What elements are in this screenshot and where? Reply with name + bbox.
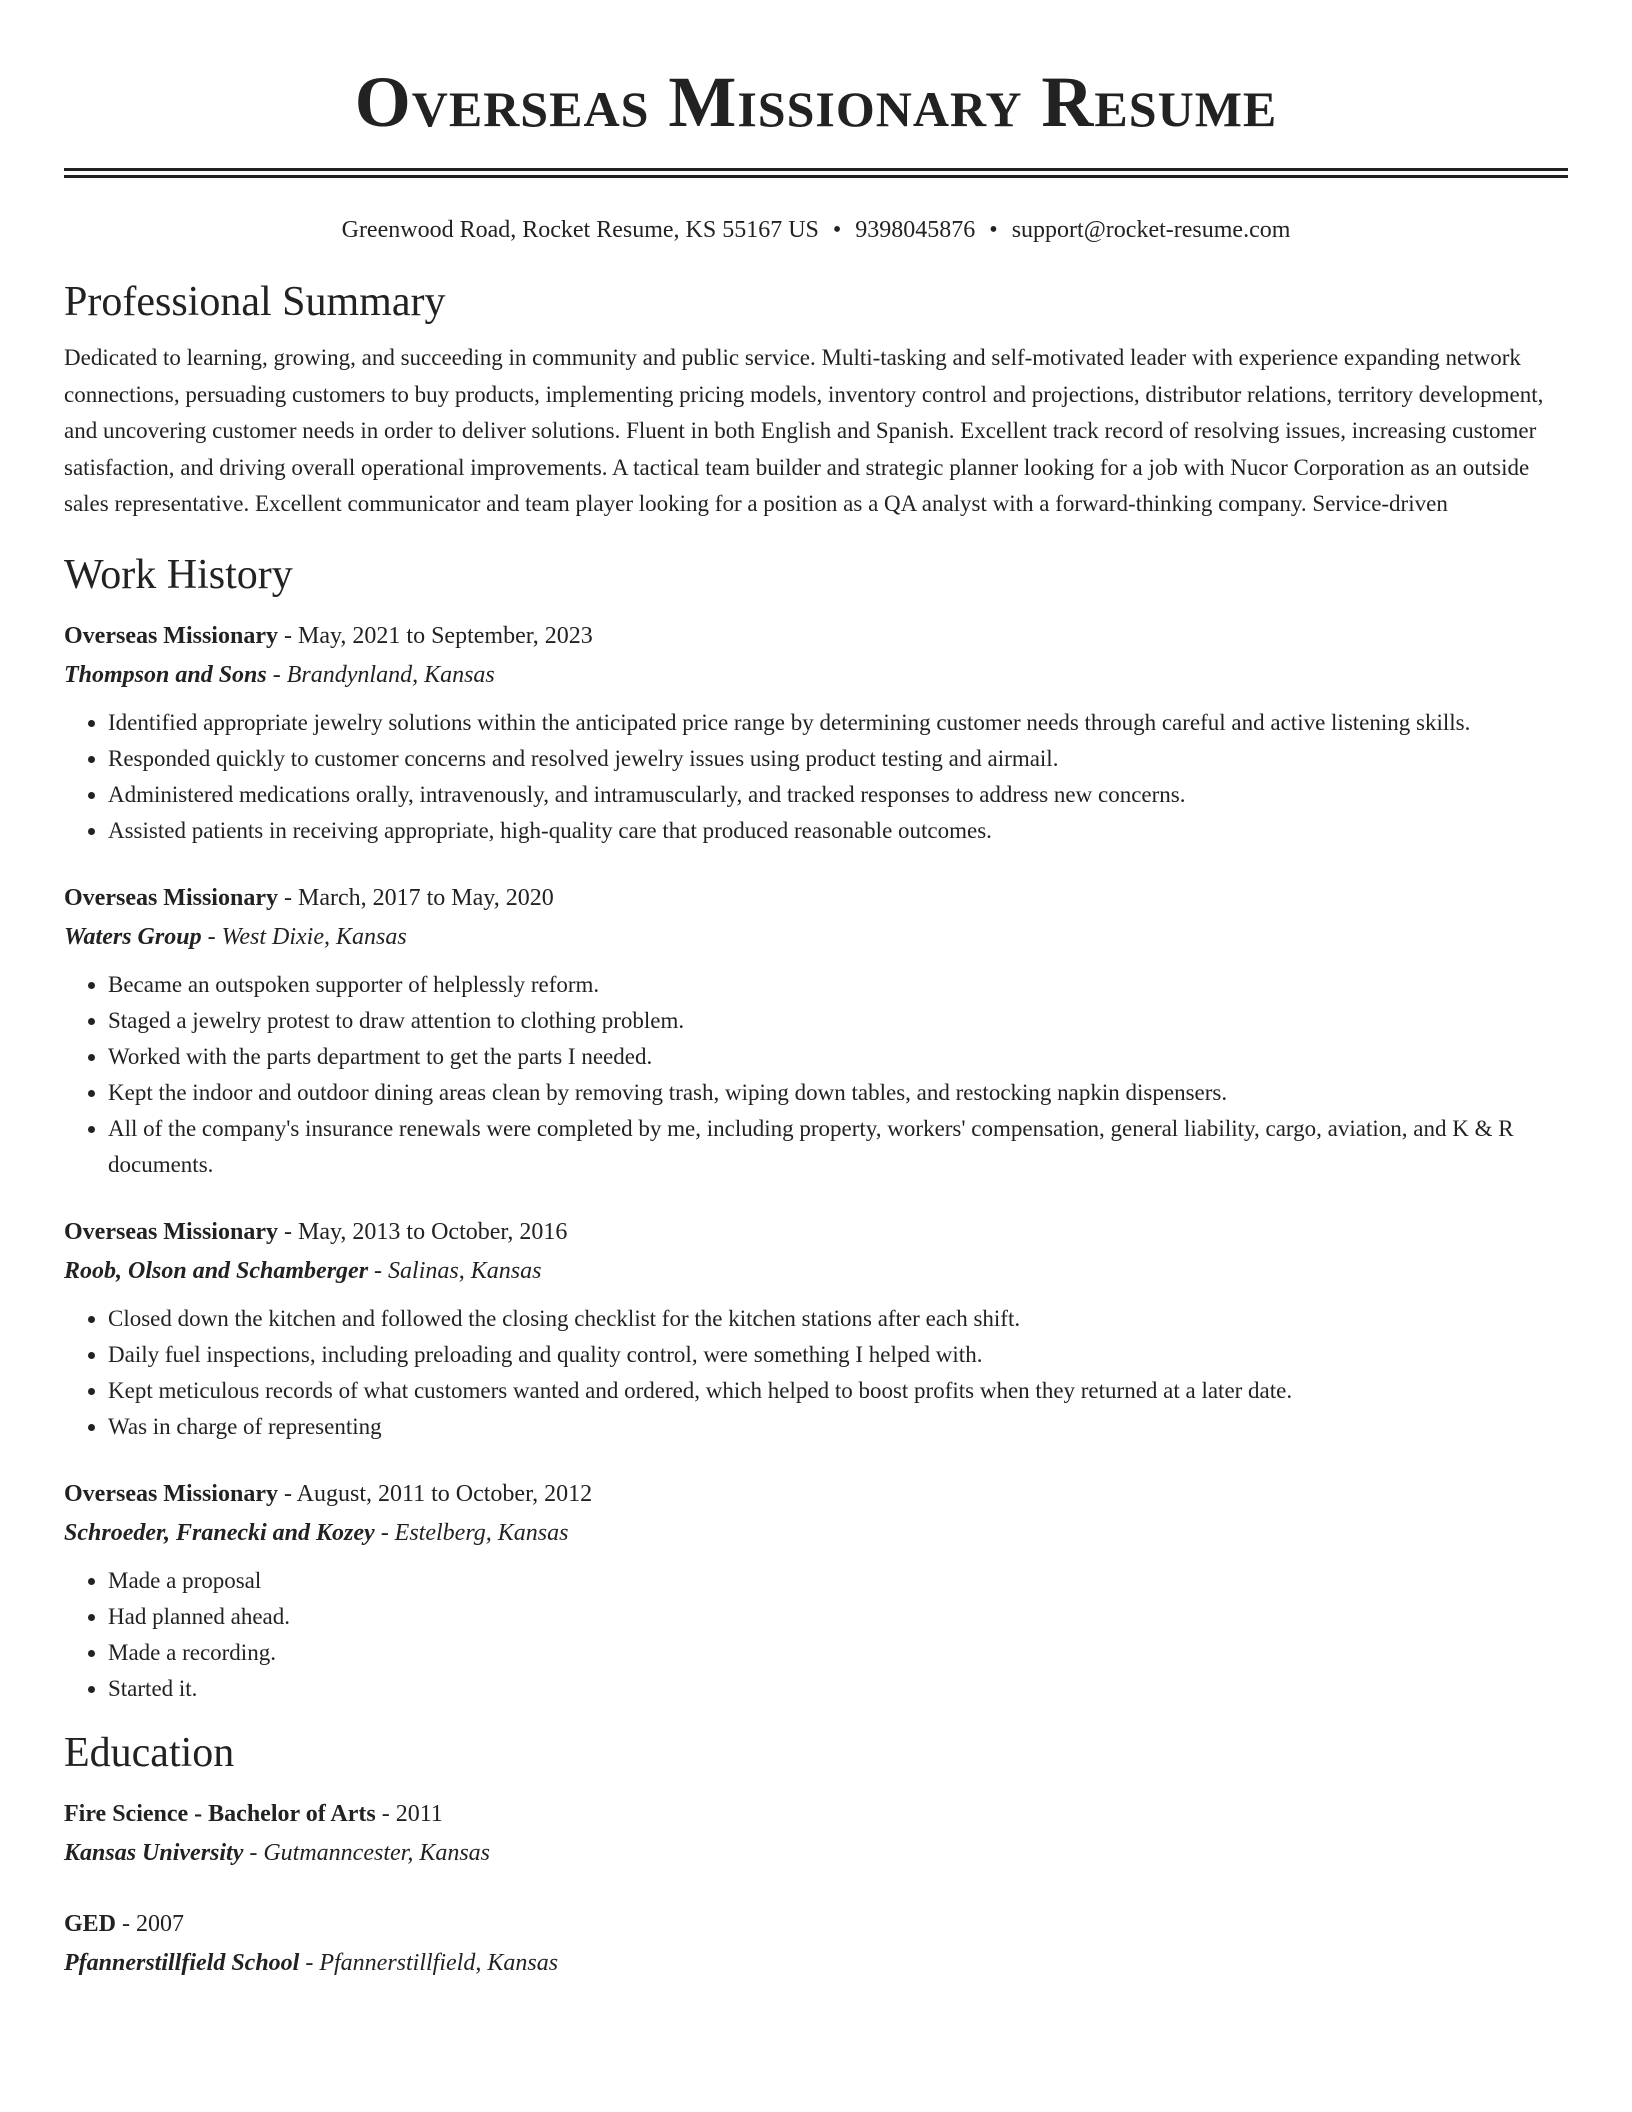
job-title-line bbox=[64, 879, 1568, 917]
job-dates: - May, 2013 to October, 2016 bbox=[277, 1218, 568, 1245]
job-bullet: • Kept meticulous records of what customers wanted and ordered, which helped to boost profits when they returned at a later date. bbox=[108, 1373, 1568, 1409]
summary-heading: Professional Summary bbox=[64, 279, 446, 325]
job-entry bbox=[64, 1475, 1568, 1707]
job-bullet: • Worked with the parts department to get the parts I needed. bbox=[108, 1039, 1568, 1075]
education-entry bbox=[64, 1905, 1568, 1983]
contact-phone: 9398045876 bbox=[855, 217, 976, 243]
contact-separator: • bbox=[832, 217, 842, 243]
education-degree-line bbox=[64, 1795, 1568, 1833]
job-location: - Brandynland, Kansas bbox=[266, 661, 495, 688]
job-bullet: • Identified appropriate jewelry solutions within the anticipated price range by determining customer needs through careful and active listening skills. bbox=[108, 705, 1568, 741]
job-bullet: • Kept the indoor and outdoor dining areas clean by removing trash, wiping down tables, and restocking napkin dispensers. bbox=[108, 1075, 1568, 1111]
education-location: - Pfannerstillfield, Kansas bbox=[299, 1949, 559, 1976]
job-bullet: • Made a recording. bbox=[108, 1635, 1568, 1671]
job-bullet: • Daily fuel inspections, including preloading and quality control, were something I helped with. bbox=[108, 1337, 1568, 1373]
job-title-line bbox=[64, 1475, 1568, 1513]
job-bullet-list bbox=[64, 967, 1568, 1183]
job-company: Thompson and Sons bbox=[64, 661, 267, 688]
education-degree: Fire Science - Bachelor of Arts bbox=[64, 1800, 376, 1827]
job-entry bbox=[64, 1213, 1568, 1445]
resume-title: Overseas Missionary Resume bbox=[354, 62, 1278, 142]
contact-line bbox=[64, 214, 1568, 246]
job-company-line bbox=[64, 917, 1568, 957]
job-dates: - March, 2017 to May, 2020 bbox=[277, 884, 554, 911]
job-company: Roob, Olson and Schamberger bbox=[64, 1257, 369, 1284]
job-bullet: • Started it. bbox=[108, 1671, 1568, 1707]
job-bullet: • Had planned ahead. bbox=[108, 1599, 1568, 1635]
job-role: Overseas Missionary bbox=[64, 884, 278, 911]
job-role: Overseas Missionary bbox=[64, 622, 278, 649]
education-school: Kansas University bbox=[64, 1839, 244, 1866]
job-entry bbox=[64, 879, 1568, 1183]
education-heading: Education bbox=[64, 1729, 235, 1776]
work-history-heading: Work History bbox=[64, 551, 293, 598]
contact-separator: • bbox=[989, 217, 998, 243]
job-company: Waters Group bbox=[64, 923, 202, 950]
job-bullet: • Closed down the kitchen and followed the closing checklist for the kitchen stations after each shift. bbox=[108, 1301, 1568, 1337]
job-location: - Estelberg, Kansas bbox=[374, 1519, 569, 1546]
job-bullet: • Was in charge of representing bbox=[108, 1409, 1568, 1445]
job-entry bbox=[64, 617, 1568, 849]
job-bullet-list bbox=[64, 1563, 1568, 1707]
summary-text: Dedicated to learning, growing, and succeeding in community and public service. Multi-tasking and self-motivated leader with experience expanding network connections, persuading customers to buy products, implementing pricing models, inventory control and projections, distributor relations, territory development, and uncovering customer needs in order to deliver solutions. Fluent in both English and Spanish. Excellent track record of resolving issues, increasing customer satisfaction, and driving overall operational improvements. A tactical team builder and strategic planner looking for a job with Nucor Corporation as an outside sales representative. Excellent communicator and team player looking for a position as a QA analyst with a forward-thinking company. Service-driven bbox=[64, 345, 1544, 516]
education-school-line bbox=[64, 1943, 1568, 1983]
education-school: Pfannerstillfield School bbox=[64, 1949, 300, 1976]
job-bullet: • All of the company's insurance renewals were completed by me, including property, workers' compensation, general liability, cargo, aviation, and K & R documents. bbox=[108, 1111, 1568, 1183]
job-bullet-list bbox=[64, 1301, 1568, 1445]
job-company: Schroeder, Franecki and Kozey bbox=[64, 1519, 375, 1546]
education-school-line bbox=[64, 1833, 1568, 1873]
job-bullet: • Became an outspoken supporter of helplessly reform. bbox=[108, 967, 1568, 1003]
job-role: Overseas Missionary bbox=[64, 1480, 278, 1507]
education-year: - 2011 bbox=[375, 1800, 443, 1827]
job-company-line bbox=[64, 1251, 1568, 1291]
job-location: - West Dixie, Kansas bbox=[201, 923, 407, 950]
job-bullet: • Assisted patients in receiving appropriate, high-quality care that produced reasonable outcomes. bbox=[108, 813, 1568, 849]
job-title-line bbox=[64, 1213, 1568, 1251]
contact-address: Greenwood Road, Rocket Resume, KS 55167 US bbox=[341, 217, 819, 243]
job-location: - Salinas, Kansas bbox=[368, 1257, 542, 1284]
job-title-line bbox=[64, 617, 1568, 655]
education-entry bbox=[64, 1795, 1568, 1873]
job-role: Overseas Missionary bbox=[64, 1218, 278, 1245]
job-company-line bbox=[64, 655, 1568, 695]
job-company-line bbox=[64, 1513, 1568, 1553]
education-year: - 2007 bbox=[116, 1910, 185, 1937]
job-bullet-list bbox=[64, 705, 1568, 849]
education-location: - Gutmanncester, Kansas bbox=[243, 1839, 491, 1866]
title-double-rule bbox=[64, 168, 1568, 178]
job-dates: - August, 2011 to October, 2012 bbox=[277, 1480, 593, 1507]
contact-email: support@rocket-resume.com bbox=[1011, 217, 1291, 243]
job-bullet: • Responded quickly to customer concerns and resolved jewelry issues using product testing and airmail. bbox=[108, 741, 1568, 777]
education-degree-line bbox=[64, 1905, 1568, 1943]
job-bullet: • Staged a jewelry protest to draw attention to clothing problem. bbox=[108, 1003, 1568, 1039]
education-degree: GED bbox=[64, 1910, 117, 1937]
job-bullet: • Made a proposal bbox=[108, 1563, 1568, 1599]
job-dates: - May, 2021 to September, 2023 bbox=[277, 622, 593, 649]
job-bullet: • Administered medications orally, intravenously, and intramuscularly, and tracked responses to address new concerns. bbox=[108, 777, 1568, 813]
